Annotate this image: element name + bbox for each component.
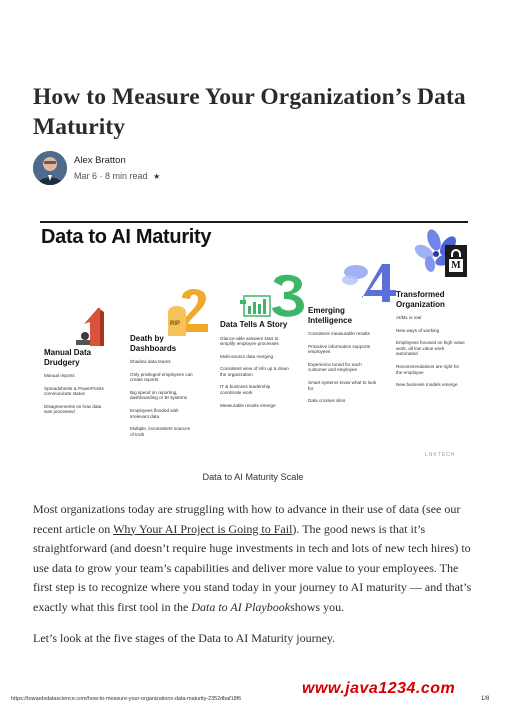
footer-url: https://towardsdatascience.com/how-to-measure-your-organizations-data-maturity-2352dbaf18f6 bbox=[11, 696, 242, 702]
stage-item: IT & business leadership coordinate work bbox=[220, 384, 271, 396]
meta-separator: · bbox=[99, 171, 103, 181]
playbook-title: Data to AI Playbook bbox=[191, 599, 291, 614]
stage-item: New business models emerge bbox=[396, 382, 458, 388]
author-name[interactable]: Alex Bratton bbox=[74, 155, 126, 166]
p1-text-c: shows you. bbox=[290, 599, 345, 614]
brand-mark: LNKTECH bbox=[425, 452, 456, 458]
stage-title: Manual Data Drudgery bbox=[44, 348, 92, 367]
body-paragraph-2: Let’s look at the five stages of the Data to AI Maturity journey. bbox=[33, 631, 336, 645]
stage-item: Spreadsheets & PowerPoints communicate status bbox=[44, 385, 104, 397]
stage-item: Manual reports bbox=[44, 373, 75, 378]
stage-item: Multi-source data merging bbox=[220, 353, 274, 359]
stage-title: Emerging Intelligence bbox=[308, 306, 353, 325]
stage-item: Experience tuned for each customer and employee bbox=[308, 361, 362, 373]
article-title: How to Measure Your Organization’s Data Maturity bbox=[33, 84, 466, 140]
author-photo bbox=[33, 151, 67, 185]
stage-1-numeral-icon bbox=[76, 308, 104, 346]
stage-item: Big spend on reporting, dashboarding or BI systems bbox=[130, 389, 187, 401]
p1-text-b: ). The good news is that it’s straightforward (and doesn’t require huge investments in tech and lots of new tech hires) to use data to grow your team’s capabilities and deliver more value to your employees. The first step is to recognize where you stand today in your journey to AI maturity — and that’s exactly what this first tool in the bbox=[33, 521, 472, 614]
stage-item: Proactive information supports employees bbox=[308, 343, 371, 355]
figure-top-rule bbox=[40, 221, 468, 223]
article-link[interactable]: Why Your AI Project is Going to Fail bbox=[113, 521, 293, 536]
stage-4-numeral-icon bbox=[342, 264, 396, 302]
figure-caption: Data to AI Maturity Scale bbox=[202, 472, 304, 482]
stage-2-numeral-icon bbox=[168, 289, 208, 336]
stage-item: Consistent measurable results bbox=[308, 331, 370, 336]
author-avatar[interactable] bbox=[33, 151, 67, 185]
star-icon: ★ bbox=[153, 172, 161, 181]
stage-item: Recommendations are right for the employee bbox=[396, 363, 460, 375]
stage-4 bbox=[308, 306, 380, 411]
body-paragraph-1 bbox=[33, 500, 475, 618]
stage-2 bbox=[130, 334, 194, 444]
watermark: www.java1234.com bbox=[302, 680, 456, 697]
publish-date: Mar 6 bbox=[74, 171, 98, 181]
stage-item: Data crosses silos bbox=[308, 398, 346, 404]
stage-item: Shadow data teams bbox=[130, 359, 171, 364]
stage-item: AI/ML is real bbox=[396, 315, 422, 320]
article-meta bbox=[74, 171, 160, 181]
medium-badge-icon[interactable] bbox=[445, 245, 467, 277]
badge-letter: M bbox=[449, 259, 463, 272]
stage-item: Multiple, inconsistent sources of truth bbox=[130, 426, 191, 437]
rip-label: RIP bbox=[170, 321, 181, 327]
stage-item: Consistent view of info up & down the organization bbox=[220, 366, 289, 377]
stage-title: Transformed Organization bbox=[396, 290, 445, 309]
stage-3-numeral-icon bbox=[240, 275, 304, 317]
stage-5 bbox=[396, 290, 466, 395]
stage-item: New ways of working bbox=[396, 327, 440, 333]
stage-item: Measurable results emerge bbox=[220, 402, 276, 408]
badge-arch bbox=[451, 249, 461, 257]
stage-title: Death by Dashboards bbox=[130, 334, 177, 353]
stage-item: Smart systems know what to look for bbox=[308, 379, 377, 391]
maturity-figure bbox=[40, 224, 468, 462]
stage-title: Data Tells A Story bbox=[220, 320, 288, 329]
stage-3 bbox=[220, 320, 290, 415]
stage-item: Employees focused on high value work, all low value work automated bbox=[396, 340, 465, 357]
stage-item: Employees flooded with irrelevant data bbox=[130, 407, 179, 419]
page-number: 1/8 bbox=[481, 696, 490, 702]
read-time: 8 min read bbox=[105, 171, 148, 181]
p1-text-a: Most organizations today are struggling with how to advance in their use of data (see our recent article on bbox=[33, 502, 461, 536]
stage-1 bbox=[44, 348, 106, 422]
stage-item: Disagreements on how data was processed bbox=[44, 403, 102, 415]
stage-item: Glance-able answers start to simplify employee processes bbox=[220, 335, 279, 347]
figure-title: Data to AI Maturity bbox=[41, 226, 212, 248]
stage-item: Only privileged employees can create reports bbox=[130, 371, 193, 383]
